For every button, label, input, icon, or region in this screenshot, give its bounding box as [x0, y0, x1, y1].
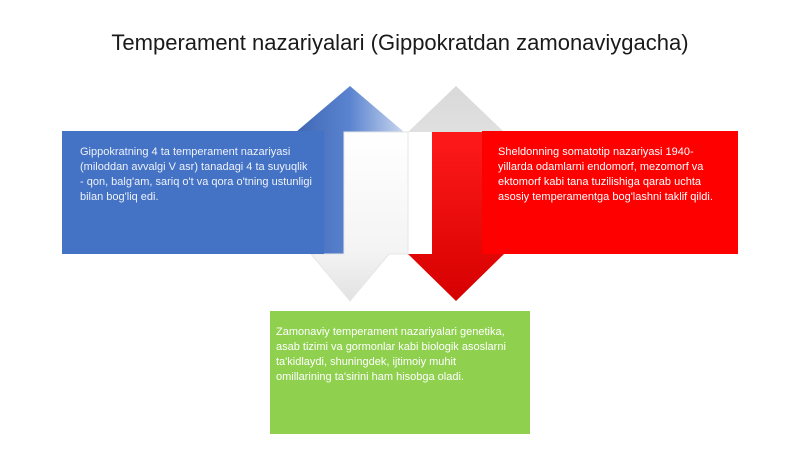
modern-theories-box: Zamonaviy temperament nazariyalari genetika, asab tizimi va gormonlar kabi biologik asoslarni ta'kidlaydi, shuningdek, ijtimoiy muhit omillarining ta'sirini ham hisobga oladi.: [270, 311, 530, 434]
sheldon-box: Sheldonning somatotip nazariyasi 1940-yillarda odamlarni endomorf, mezomorf va ektomorf kabi tana tuzilishiga qarab uchta asosiy temperamentga bog'lashni taklif qildi.: [482, 131, 738, 254]
slide-title: Temperament nazariyalari (Gippokratdan zamonaviygacha): [111, 30, 689, 55]
hippocrates-box: Gippokratning 4 ta temperament nazariyasi (miloddan avvalgi V asr) tanadagi 4 ta suyuqlik - qon, balg'am, sariq o't va qora o'tning ustunligi bilan bog'liq edi.: [62, 131, 324, 254]
